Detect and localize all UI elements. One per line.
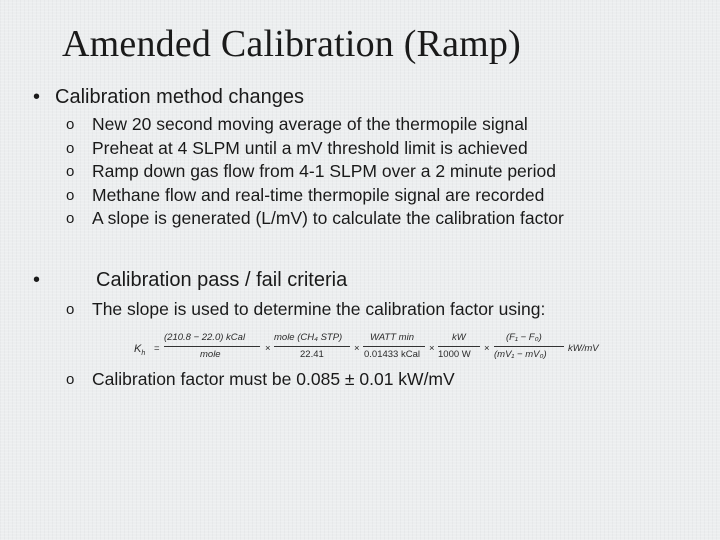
formula-fraction1-bar: [164, 346, 260, 347]
formula-fraction3-bar: [363, 346, 425, 347]
section-heading: Calibration method changes: [55, 86, 305, 108]
formula-fraction2-denominator: 22.41: [300, 349, 324, 360]
list-item-text: The slope is used to determine the calibration factor using:: [92, 299, 546, 319]
formula-equals: =: [154, 343, 160, 354]
list-item-text: Methane flow and real-time thermopile signal are recorded: [92, 184, 545, 205]
formula-times: ×: [354, 343, 360, 354]
formula-times: ×: [484, 343, 490, 354]
circle-bullet-icon: o: [66, 116, 75, 133]
list-item-text: Calibration factor must be 0.085 ± 0.01 kW/mV: [92, 369, 455, 389]
formula-fraction4-denominator: 1000 W: [438, 349, 471, 360]
formula-fraction5-numerator: (F₁ − F₀): [506, 332, 542, 343]
formula-fraction2-bar: [274, 346, 350, 347]
list-item-text: Preheat at 4 SLPM until a mV threshold limit is achieved: [92, 137, 528, 158]
circle-bullet-icon: o: [66, 371, 75, 388]
circle-bullet-icon: o: [66, 139, 75, 157]
formula-times: ×: [265, 343, 271, 354]
circle-bullet-icon: o: [66, 210, 75, 227]
formula-times: ×: [429, 343, 435, 354]
formula-fraction4-numerator: kW: [452, 332, 466, 343]
formula-fraction3-numerator: WATT min: [370, 332, 414, 343]
circle-bullet-icon: o: [66, 186, 75, 204]
list-item-text: Ramp down gas flow from 4-1 SLPM over a 2 minute period: [92, 161, 556, 181]
formula-fraction4-bar: [438, 346, 480, 347]
circle-bullet-icon: o: [66, 163, 75, 180]
calibration-factor-formula: [132, 330, 612, 370]
formula-unit: kW/mV: [568, 343, 599, 354]
formula-lhs: $K_h$: [134, 343, 146, 358]
section-heading: Calibration pass / fail criteria: [96, 269, 348, 291]
bullet-calibration-method-changes: [33, 86, 433, 112]
formula-fraction5-bar: [494, 346, 564, 347]
circle-bullet-icon: o: [66, 301, 75, 318]
bullet-pass-fail-criteria: [33, 269, 433, 295]
formula-fraction2-numerator: mole (CH₄ STP): [274, 332, 343, 343]
list-item-text: A slope is generated (L/mV) to calculate the calibration factor: [92, 208, 564, 228]
list-item-text: New 20 second moving average of the thermopile signal: [92, 114, 528, 134]
formula-fraction5-denominator: (mV₁ − mV₀): [494, 349, 547, 360]
bullet-icon: •: [33, 269, 41, 291]
bullet-icon: •: [33, 86, 41, 108]
formula-fraction1-numerator: (210.8 − 22.0) kCal: [164, 332, 246, 343]
formula-fraction3-denominator: 0.01433 kCal: [364, 349, 420, 360]
formula-fraction1-denominator: mole: [200, 349, 221, 360]
slide-title: Amended Calibration (Ramp): [62, 23, 521, 65]
